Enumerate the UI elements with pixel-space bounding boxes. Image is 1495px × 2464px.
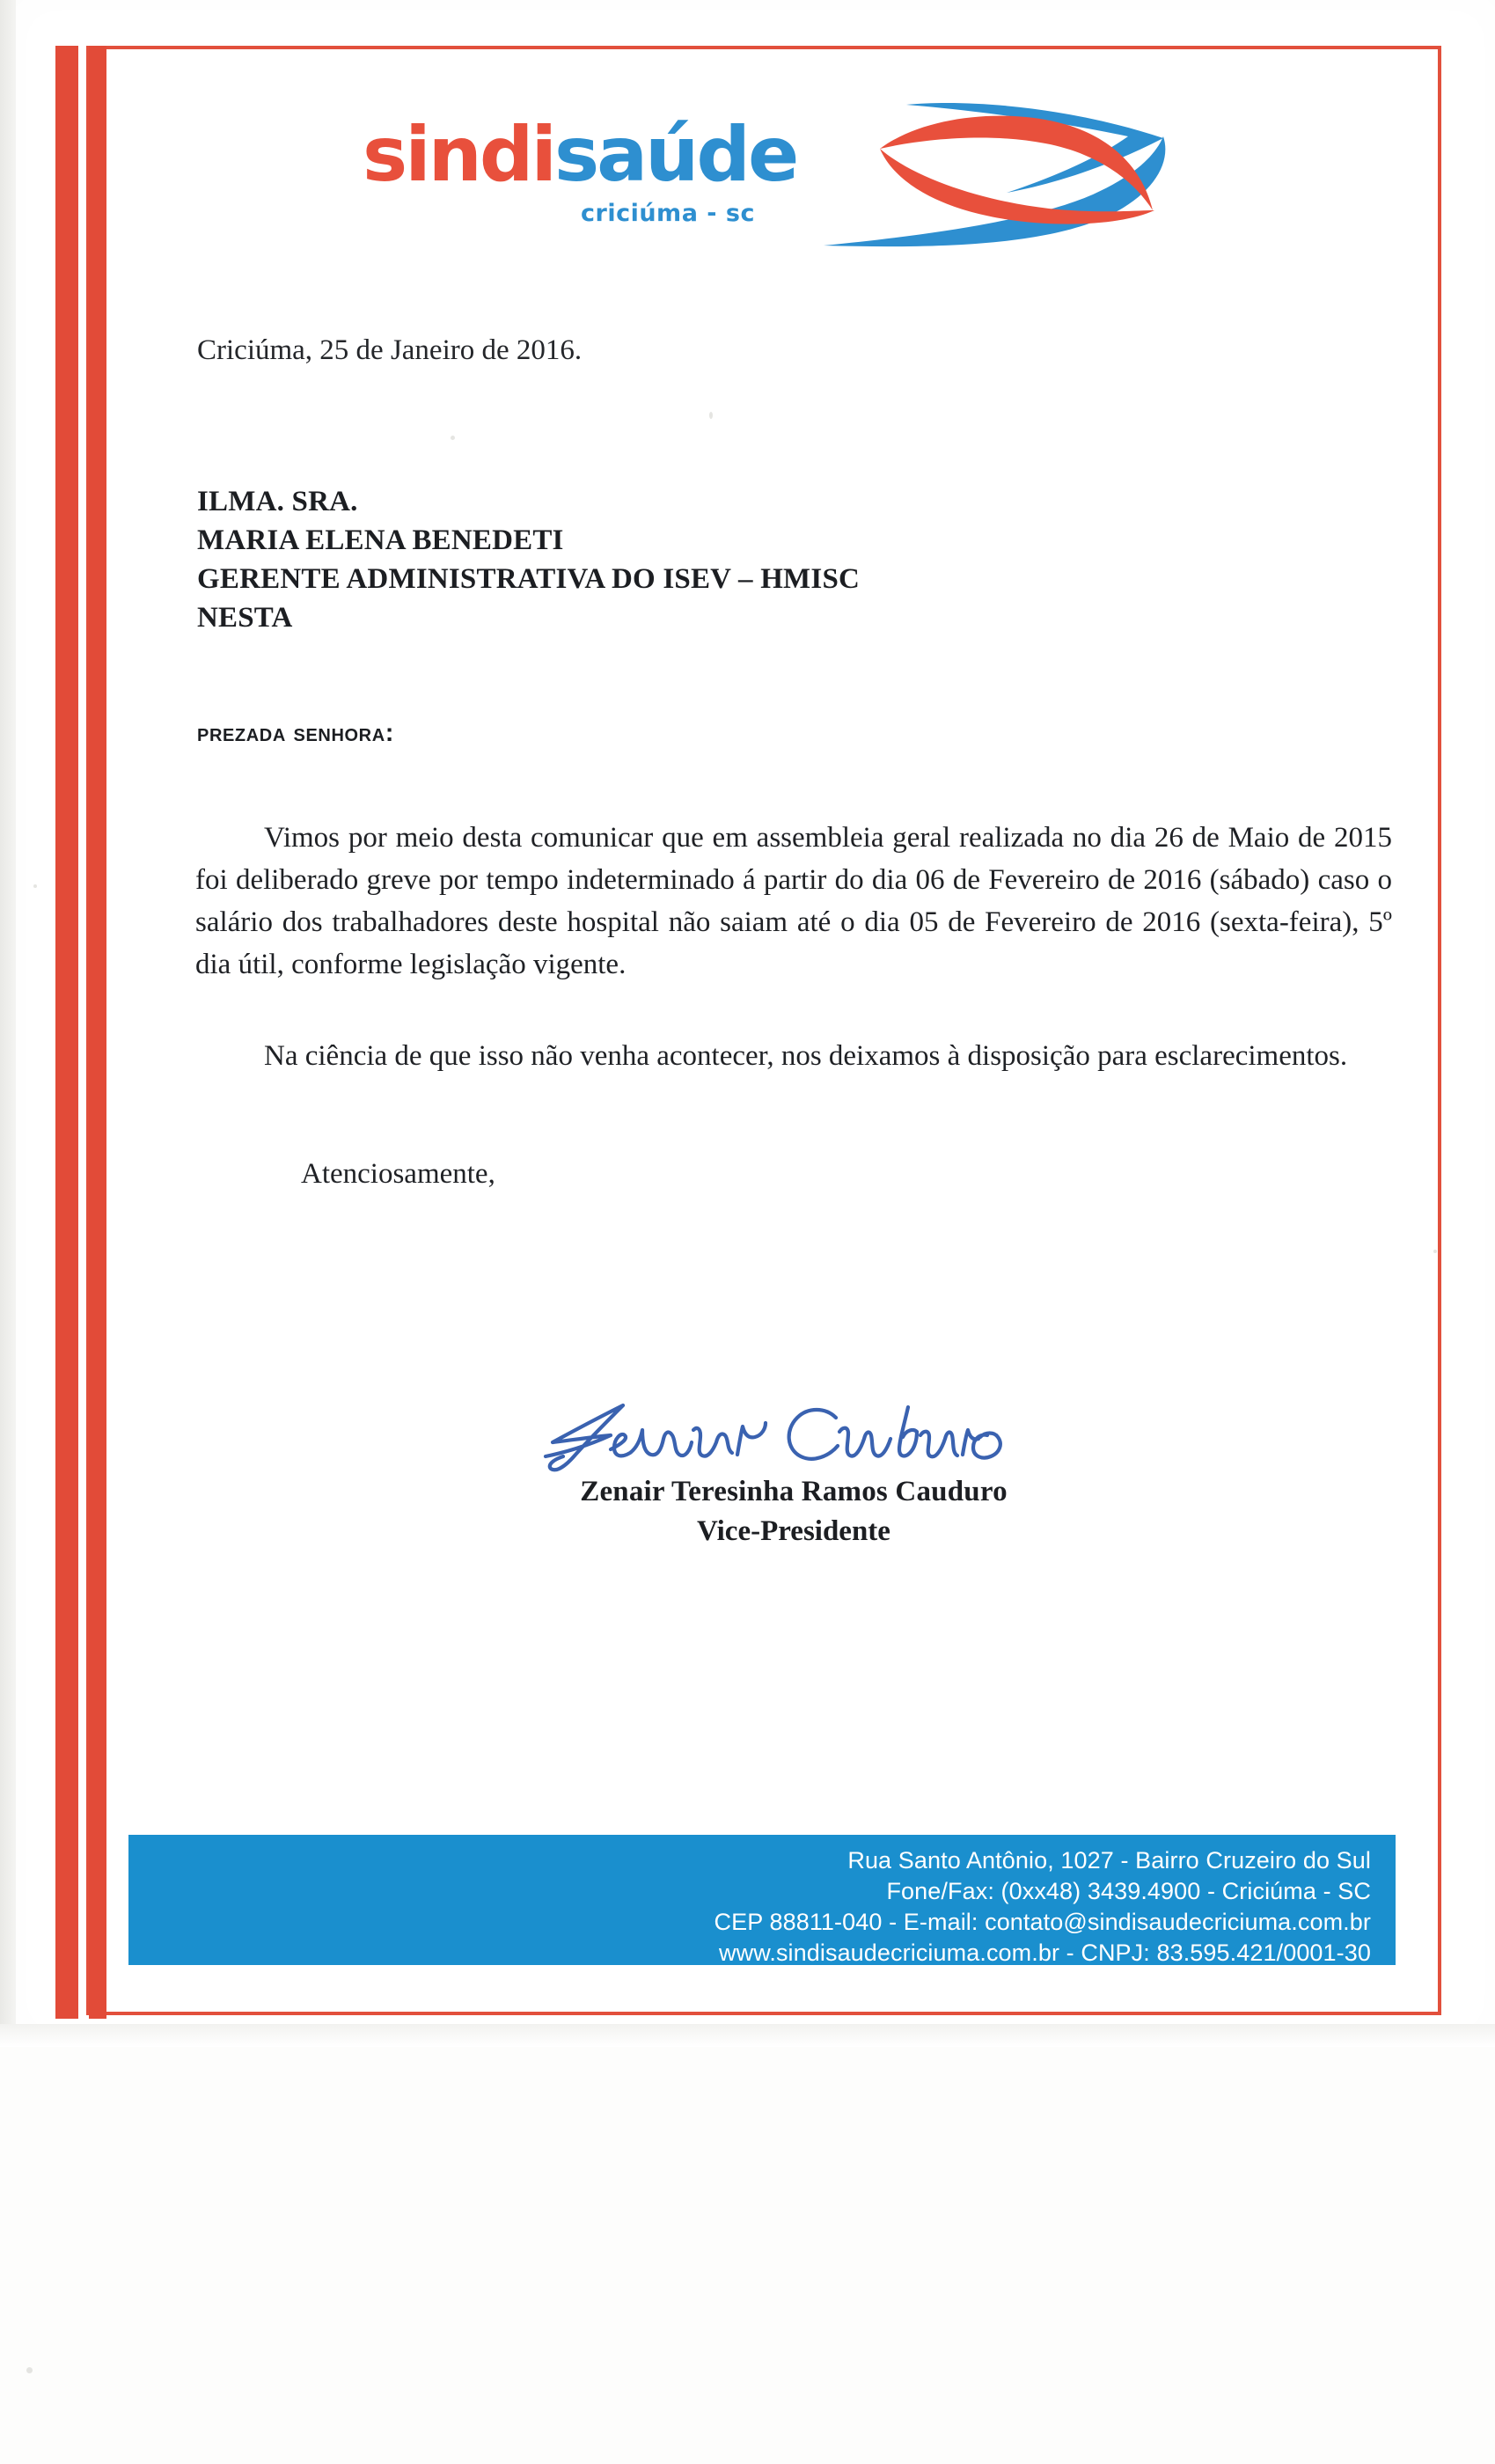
letter-paragraph-1: Vimos por meio desta comunicar que em assembleia geral realizada no dia 26 de Maio de 2015 foi deliberado greve por tempo indeterminado á partir do dia 06 de Fevereiro de 2016 (sábado) caso o salário dos trabalhadores deste hospital não saiam até o dia 05 de Fevereiro de 2016 (sexta-feira), 5º dia útil, conforme legislação vigente. <box>195 821 1392 981</box>
logo-subtitle: criciúma - sc <box>581 200 755 227</box>
signatory-name: Zenair Teresinha Ramos Cauduro <box>580 1476 1008 1507</box>
footer-contact-band <box>128 1835 1396 1965</box>
red-vertical-bar-outer <box>55 46 78 2019</box>
red-vertical-bar-inner <box>89 46 106 2019</box>
letter-paragraph-2: Na ciência de que isso não venha acontecer, nos deixamos à disposição para esclarecimentos. <box>264 1040 1348 1073</box>
footer-contact-lines <box>715 1845 1371 1969</box>
scan-speck <box>33 884 37 888</box>
letter-body <box>195 334 1392 1191</box>
letter-date: Criciúma, 25 de Janeiro de 2016. <box>197 334 583 366</box>
letter-closing: Atenciosamente, <box>301 1158 495 1191</box>
footer-line-phone: Fone/Fax: (0xx48) 3439.4900 - Criciúma - SC <box>886 1878 1371 1905</box>
footer-line-address: Rua Santo Antônio, 1027 - Bairro Cruzeiro do Sul <box>847 1847 1371 1874</box>
scan-speck <box>26 2367 33 2373</box>
recipient-line-title: ILMA. SRA. <box>197 486 358 517</box>
scan-edge-shadow-bottom <box>0 2024 1495 2047</box>
footer-line-website: www.sindisaudecriciuma.com.br - CNPJ: 83.595.421/0001-30 <box>719 1940 1371 1967</box>
salutation: prezada senhora: <box>197 718 395 747</box>
recipient-line-name: MARIA ELENA BENEDETI <box>197 524 564 556</box>
recipient-line-location: NESTA <box>197 601 293 634</box>
recipient-block <box>195 483 1392 638</box>
logo-wordmark-saude: saúde <box>553 111 797 199</box>
letterhead-logo <box>352 92 1214 242</box>
handwritten-signature-icon <box>530 1388 1022 1489</box>
logo-swoosh-icon <box>818 85 1179 257</box>
logo-wordmark-sindi: sindi <box>363 111 554 199</box>
recipient-line-position: GERENTE ADMINISTRATIVA DO ISEV – HMISC <box>197 562 861 595</box>
signature-block <box>195 1395 1392 1548</box>
logo-wordmark <box>363 111 797 199</box>
signatory-role: Vice-Presidente <box>697 1515 890 1547</box>
footer-line-email: CEP 88811-040 - E-mail: contato@sindisaudecriciuma.com.br <box>714 1909 1371 1936</box>
